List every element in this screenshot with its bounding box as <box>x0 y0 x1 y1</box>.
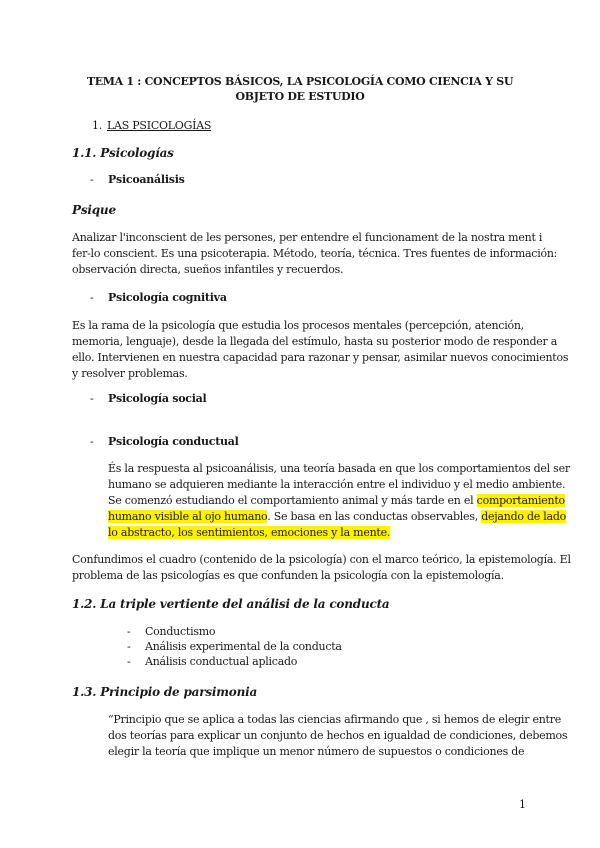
highlighted-text: dejando de lado <box>481 510 567 523</box>
highlighted-text: comportamiento <box>476 494 565 507</box>
quote-line: “Principio que se aplica a todas las ciencias afirmando que , si hemos de elegir entre <box>108 713 561 726</box>
subheading-psique: Psique <box>72 203 116 217</box>
paragraph-line: ello. Intervienen en nuestra capacidad para razonar y pensar, asimilar nuevos conocimientos <box>72 351 569 364</box>
bullet-dash: - <box>90 173 94 186</box>
highlighted-text: lo abstracto, los sentimientos, emociones y la mente. <box>108 526 391 539</box>
section-1-heading: LAS PSICOLOGÍAS <box>107 119 212 132</box>
heading-psicologia-cognitiva: Psicología cognitiva <box>108 291 227 304</box>
page-title-line-1: TEMA 1 : CONCEPTOS BÁSICOS, LA PSICOLOGÍA COMO CIENCIA Y SU <box>86 75 514 88</box>
list-item-conductismo: Conductismo <box>145 625 216 638</box>
bullet-dash: - <box>90 435 94 448</box>
paragraph-line <box>108 493 565 510</box>
bullet-dash: - <box>90 392 94 405</box>
list-item-analisis-aplicado: Análisis conductual aplicado <box>145 655 298 668</box>
heading-psicologia-social: Psicología social <box>108 392 207 405</box>
quote-line: elegir la teoría que implique un menor número de supuestos o condiciones de <box>108 745 525 758</box>
section-1-number: 1. <box>92 119 102 132</box>
quote-line: dos teorías para explicar un conjunto de hechos en igualdad de condiciones, debemos <box>108 729 568 742</box>
paragraph-line: y resolver problemas. <box>72 367 188 380</box>
list-item-analisis-experimental: Análisis experimental de la conducta <box>145 640 342 653</box>
heading-1-3: 1.3. Principio de parsimonia <box>72 685 258 699</box>
heading-1-1: 1.1. Psicologías <box>72 146 174 160</box>
paragraph-line: Es la rama de la psicología que estudia los procesos mentales (percepción, atención, <box>72 319 524 332</box>
text-run: Se comenzó estudiando el comportamiento animal y más tarde en el <box>108 494 477 507</box>
paragraph-line <box>108 525 390 542</box>
paragraph-line: problema de las psicologías es que confunden la psicología con la epistemología. <box>72 569 504 582</box>
paragraph-line: humano se adquieren mediante la interacción entre el individuo y el medio ambiente. <box>108 478 566 491</box>
heading-1-2: 1.2. La triple vertiente del análisi de la conducta <box>72 597 390 611</box>
paragraph-line: observación directa, sueños infantiles y recuerdos. <box>72 263 344 276</box>
paragraph-line: Analizar l'inconscient de les persones, per entendre el funcionament de la nostra ment i <box>72 231 543 244</box>
bullet-dash: - <box>127 625 131 638</box>
text-run: . Se basa en las conductas observables, <box>267 510 482 523</box>
paragraph-line: Confundimos el cuadro (contenido de la psicología) con el marco teórico, la epistemología. El <box>72 553 571 566</box>
bullet-dash: - <box>90 291 94 304</box>
paragraph-line <box>108 509 566 526</box>
bullet-dash: - <box>127 640 131 653</box>
heading-psicologia-conductual: Psicología conductual <box>108 435 239 448</box>
paragraph-line: És la respuesta al psicoanálisis, una teoría basada en que los comportamientos del ser <box>108 462 570 475</box>
page-title-line-2: OBJETO DE ESTUDIO <box>235 90 365 103</box>
paragraph-line: memoria, lenguaje), desde la llegada del estímulo, hasta su posterior modo de responder a <box>72 335 558 348</box>
page-number: 1 <box>519 798 526 811</box>
bullet-dash: - <box>127 655 131 668</box>
paragraph-line: fer-lo conscient. Es una psicoterapia. Método, teoría, técnica. Tres fuentes de información: <box>72 247 558 260</box>
highlighted-text: humano visible al ojo humano <box>108 510 268 523</box>
heading-psicoanalisis: Psicoanálisis <box>108 173 185 186</box>
